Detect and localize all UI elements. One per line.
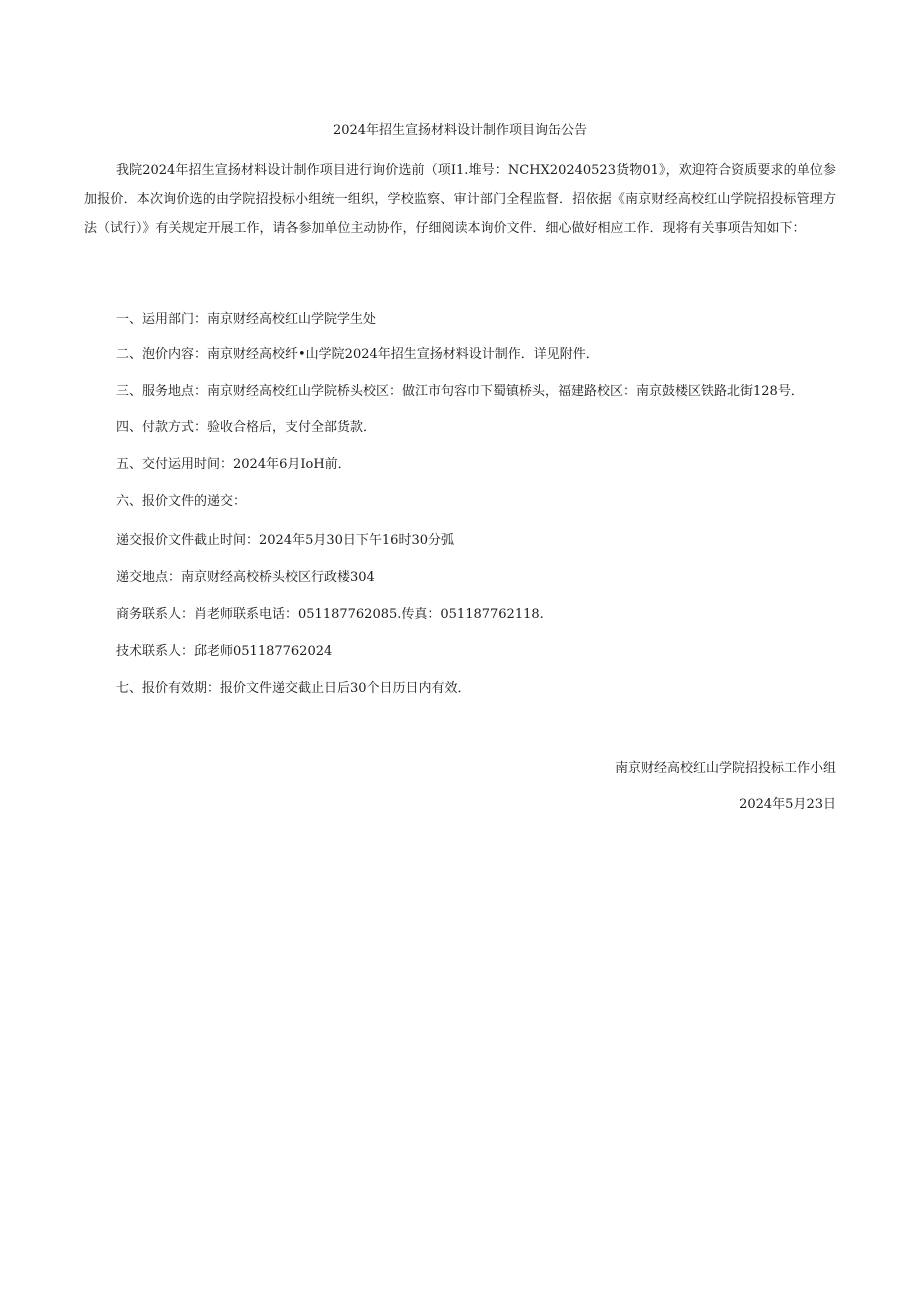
signature-date: 2024年5月23日 bbox=[739, 797, 836, 812]
document-title: 2024年招生宣扬材料设计制作项目询缶公告 bbox=[332, 123, 588, 138]
item-delivery-time: 五、交付运用时间：2024年6月IoH前． bbox=[116, 457, 351, 472]
item-content: 二、泡价内容：南京财经高校纤•山学院2024年招生宣扬材料设计制作．详见附件． bbox=[116, 347, 599, 362]
intro-paragraph: 我院2024年招生宣扬材料设计制作项目进行询价选前（项I1.堆号：NCHX20240523货物01》，欢迎符合资质要求的单位参加报价．本次询价选的由学院招投标小组统一组织，学校监察、审计部门全程监督．招依据《南京财经高校红山学院招投标管理方法（试行）》有关规定开展工作，请各参加单位主动协作，仔细阅读本询价文件．细心做好相应工作．现将有关事项告知如下： bbox=[84, 163, 836, 236]
item-technical-contact: 技术联系人：邱老师051187762024 bbox=[116, 644, 333, 659]
item-validity-period: 七、报价有效期：报价文件递交截止日后30个日历日内有效． bbox=[116, 681, 471, 696]
item-submission-deadline: 递交报价文件截止时间：2024年5月30日下午16时30分弧 bbox=[116, 533, 454, 548]
item-payment-method: 四、付款方式：验收合格后，支付全部货款． bbox=[116, 420, 377, 435]
item-submission-location: 递交地点：南京财经高校桥头校区行政楼304 bbox=[116, 570, 375, 585]
signature-org: 南京财经高校红山学院招投标工作小组 bbox=[614, 761, 836, 776]
item-department: 一、运用部门：南京财经高校红山学院学生处 bbox=[116, 312, 377, 327]
item-submission-heading: 六、报价文件的递交： bbox=[116, 494, 247, 509]
item-business-contact: 商务联系人：肖老师联系电话：051187762085.传真：051187762118. bbox=[116, 607, 544, 622]
item-service-location: 三、服务地点：南京财经高校红山学院桥头校区：做江市句容巾下蜀镇桥头，福建路校区：南京鼓楼区铁路北街128号． bbox=[116, 384, 804, 399]
